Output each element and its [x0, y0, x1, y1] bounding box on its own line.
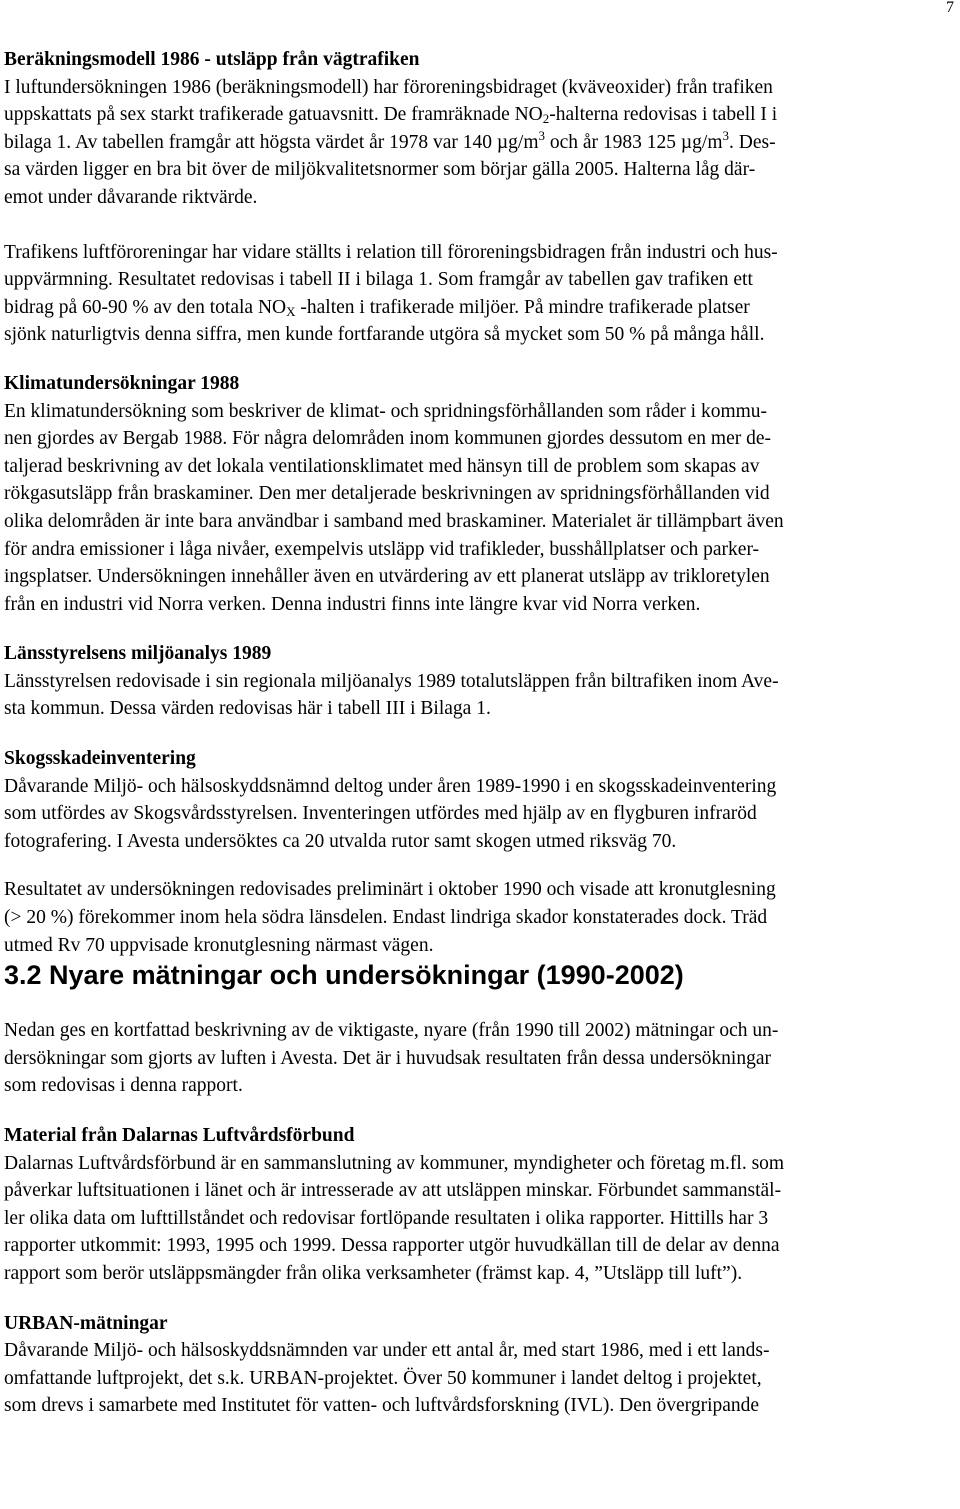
superscript: 3: [722, 127, 729, 143]
text-line: som redovisas i denna rapport.: [4, 1075, 243, 1097]
text-line: [4, 101, 948, 129]
text-fragment: -halten i trafikerade miljöer. På mindre trafikerade platser: [295, 296, 750, 318]
text-line: [4, 294, 948, 322]
text-line: utmed Rv 70 uppvisade kronutglesning närmast vägen.: [4, 934, 434, 956]
paragraph-dalarnas-luftvardsforbund: [4, 1122, 948, 1288]
text-line: Dåvarande Miljö- och hälsoskyddsnämnd deltog under åren 1989-1990 i en skogsskadeinventering: [4, 775, 777, 797]
text-line: som utfördes av Skogsvårdsstyrelsen. Inventeringen utfördes med hjälp av en flygburen infraröd: [4, 803, 757, 825]
text-fragment: bidrag på 60-90 % av den totala NO: [4, 296, 287, 318]
text-line: ler olika data om lufttillståndet och redovisar fortlöpande resultaten i olika rapporter. Hittills har 3: [4, 1207, 769, 1229]
page-number: 7: [946, 0, 954, 16]
text-fragment: bilaga 1. Av tabellen framgår att högsta värdet år 1978 var 140 µg/m: [4, 131, 539, 153]
text-line: för andra emissioner i låga nivåer, exempelvis utsläpp vid trafikleder, busshållplatser och parker-: [4, 538, 760, 560]
text-line: uppvärmning. Resultatet redovisas i tabell II i bilaga 1. Som framgår av tabellen gav trafiken ett: [4, 269, 753, 291]
paragraph-skogsskadeinventering: [4, 745, 948, 855]
text-line: Nedan ges en kortfattad beskrivning av de viktigaste, nyare (från 1990 till 2002) mätningar och un-: [4, 1020, 779, 1042]
text-line: Dalarnas Luftvårdsförbund är en sammanslutning av kommuner, myndigheter och företag m.fl. som: [4, 1152, 785, 1174]
text-line: emot under dåvarande riktvärde.: [4, 186, 258, 208]
text-line: sjönk naturligtvis denna siffra, men kunde fortfarande utgöra så mycket som 50 % på många håll.: [4, 324, 765, 346]
subscript: X: [286, 303, 296, 319]
paragraph-resultatet: [4, 876, 948, 959]
text-line: påverkar luftsituationen i länet och är intresserade av att utsläppen minskar. Förbundet sammanstäl-: [4, 1180, 782, 1202]
text-line: rapporter utkommit: 1993, 1995 och 1999. Dessa rapporter utgör huvudkällan till de delar av denna: [4, 1235, 780, 1257]
heading-skogsskadeinventering: Skogsskadeinventering: [4, 748, 196, 770]
text-fragment: uppskattats på sex starkt trafikerade gatuavsnitt. De framräknade NO: [4, 104, 543, 126]
heading-berakningsmodell: Beräkningsmodell 1986 - utsläpp från vägtrafiken: [4, 49, 420, 70]
heading-lansstyrelsens-miljoanalys: Länsstyrelsens miljöanalys 1989: [4, 643, 272, 665]
paragraph-klimatundersokningar: [4, 370, 948, 618]
text-line: Trafikens luftföroreningar har vidare ställts i relation till föroreningsbidragen från industri och hus-: [4, 241, 778, 263]
text-line: Dåvarande Miljö- och hälsoskyddsnämnden var under ett antal år, med start 1986, med i ett lands-: [4, 1340, 770, 1362]
subscript: 2: [542, 111, 550, 127]
text-line: Resultatet av undersökningen redovisades preliminärt i oktober 1990 och visade att kronutglesning: [4, 879, 776, 901]
text-line: ingsplatser. Undersökningen innehåller även en utvärdering av ett planerat utsläpp av trikloretylen: [4, 566, 770, 588]
text-line: rapport som berör utsläppsmängder från olika verksamheter (främst kap. 4, ”Utsläpp till luft”).: [4, 1262, 743, 1284]
paragraph-nedan-ges: [4, 1017, 948, 1100]
text-line: fotografering. I Avesta undersöktes ca 20 utvalda rutor samt skogen utmed riksväg 70.: [4, 830, 677, 852]
text-fragment: och år 1983 125 µg/m: [545, 131, 723, 153]
text-line: nen gjordes av Bergab 1988. För några delområden inom kommunen gjordes dessutom en mer de-: [4, 428, 772, 450]
text-line: sa värden ligger en bra bit över de miljökvalitetsnormer som börjar gälla 2005. Halterna låg där-: [4, 159, 756, 181]
text-fragment: -halterna redovisas i tabell I i: [549, 104, 778, 126]
section-title: 3.2 Nyare mätningar och undersökningar (1990-2002): [4, 960, 684, 991]
text-line: taljerad beskrivning av det lokala ventilationsklimatet med hänsyn till de problem som skapas av: [4, 455, 760, 477]
paragraph-trafikens-luftfororeningar: [4, 239, 948, 349]
text-line: [4, 129, 948, 157]
text-line: sta kommun. Dessa värden redovisas här i tabell III i Bilaga 1.: [4, 698, 491, 720]
text-line: dersökningar som gjorts av luften i Avesta. Det är i huvudsak resultaten från dessa undersökningar: [4, 1047, 771, 1069]
text-fragment: . Des-: [729, 131, 776, 153]
text-line: I luftundersökningen 1986 (beräkningsmodell) har föroreningsbidraget (kväveoxider) från trafiken: [4, 76, 773, 98]
paragraph-urban-matningar: [4, 1310, 948, 1420]
text-line: En klimatundersökning som beskriver de klimat- och spridningsförhållanden som råder i kommu-: [4, 400, 768, 422]
text-line: omfattande luftprojekt, det s.k. URBAN-projektet. Över 50 kommuner i landet deltog i projektet,: [4, 1367, 762, 1389]
text-line: som drevs i samarbete med Institutet för vatten- och luftvårdsforskning (IVL). Den övergripande: [4, 1395, 760, 1417]
paragraph-lansstyrelsens-miljoanalys: [4, 640, 948, 723]
heading-klimatundersokningar: Klimatundersökningar 1988: [4, 372, 240, 394]
text-line: från en industri vid Norra verken. Denna industri finns inte längre kvar vid Norra verken.: [4, 593, 701, 615]
text-line: rökgasutsläpp från braskaminer. Den mer detaljerade beskrivningen av spridningsförhållanden vid: [4, 483, 770, 505]
heading-urban-matningar: URBAN-mätningar: [4, 1312, 168, 1334]
superscript: 3: [538, 127, 545, 143]
text-line: (> 20 %) förekommer inom hela södra länsdelen. Endast lindriga skador konstaterades dock. Träd: [4, 907, 768, 929]
text-line: Länsstyrelsen redovisade i sin regionala miljöanalys 1989 totalutsläppen från biltrafiken inom Ave-: [4, 670, 779, 692]
paragraph-berakningsmodell: [4, 46, 948, 212]
text-line: olika delområden är inte bara användbar i samband med braskaminer. Materialet är tillämpbart även: [4, 510, 784, 532]
heading-dalarnas-luftvardsforbund: Material från Dalarnas Luftvårdsförbund: [4, 1125, 355, 1146]
